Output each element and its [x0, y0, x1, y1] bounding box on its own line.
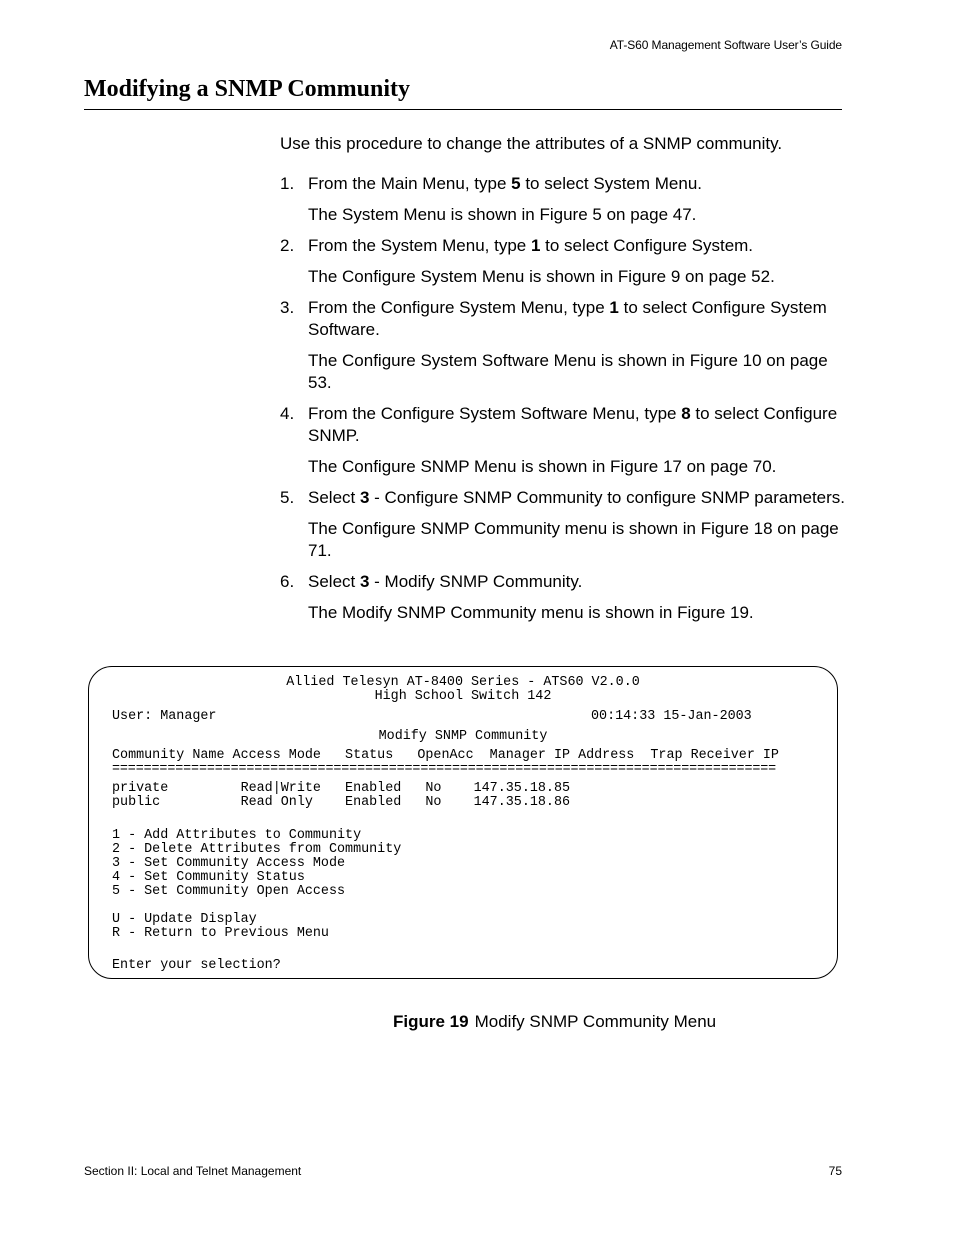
figure-label: Figure 19	[393, 1012, 469, 1031]
step-instruction: From the Main Menu, type 5 to select System Menu.	[308, 174, 703, 193]
step-instruction: From the Configure System Menu, type 1 to select Configure System Software.	[308, 298, 827, 339]
menu-option-update: U - Update Display	[112, 912, 257, 927]
header-guide-title: AT-S60 Management Software User’s Guide	[609, 38, 842, 52]
menu-option-add: 1 - Add Attributes to Community	[112, 828, 362, 843]
terminal-prompt: Enter your selection?	[112, 958, 281, 973]
terminal-separator: ====================================================================================	[112, 762, 777, 777]
step-number: 2.	[280, 236, 295, 255]
figure-title: Modify SNMP Community Menu	[474, 1012, 717, 1031]
menu-option-return: R - Return to Previous Menu	[112, 926, 329, 941]
step-4	[280, 403, 846, 478]
step-instruction: Select 3 - Configure SNMP Community to configure SNMP parameters.	[308, 488, 846, 507]
procedure-body	[280, 133, 846, 633]
step-result: The System Menu is shown in Figure 5 on page 47.	[308, 205, 697, 224]
step-result: The Modify SNMP Community menu is shown in Figure 19.	[308, 603, 754, 622]
footer-section: Section II: Local and Telnet Management	[84, 1164, 302, 1178]
menu-option-access-mode: 3 - Set Community Access Mode	[112, 856, 346, 871]
terminal-user: User: Manager	[112, 709, 217, 724]
step-result: The Configure System Menu is shown in Figure 9 on page 52.	[308, 267, 775, 286]
section-title: Modifying a SNMP Community	[84, 76, 411, 102]
menu-option-delete: 2 - Delete Attributes from Community	[112, 842, 402, 857]
step-1	[280, 173, 846, 226]
menu-option-status: 4 - Set Community Status	[112, 870, 305, 885]
terminal-screen	[88, 666, 838, 979]
step-number: 1.	[280, 174, 295, 193]
step-5	[280, 487, 846, 562]
step-number: 5.	[280, 488, 295, 507]
table-row: public Read Only Enabled No 147.35.18.86	[112, 795, 571, 810]
step-instruction: From the System Menu, type 1 to select Configure System.	[308, 236, 754, 255]
step-number: 6.	[280, 572, 295, 591]
step-result: The Configure System Software Menu is shown in Figure 10 on page 53.	[308, 351, 828, 392]
step-6	[280, 571, 846, 624]
table-row: private Read|Write Enabled No 147.35.18.85	[112, 781, 571, 796]
step-number: 3.	[280, 298, 295, 317]
step-2	[280, 235, 846, 288]
title-rule	[84, 109, 842, 110]
step-instruction: Select 3 - Modify SNMP Community.	[308, 572, 583, 591]
step-result: The Configure SNMP Menu is shown in Figure 17 on page 70.	[308, 457, 777, 476]
step-instruction: From the Configure System Software Menu, type 8 to select Configure SNMP.	[308, 404, 838, 445]
menu-option-open-access: 5 - Set Community Open Access	[112, 884, 346, 899]
terminal-datetime: 00:14:33 15-Jan-2003	[591, 709, 752, 724]
figure-caption	[393, 1012, 716, 1032]
terminal-switch-name: High School Switch 142	[374, 689, 552, 704]
step-number: 4.	[280, 404, 295, 423]
footer-page-number: 75	[828, 1164, 842, 1178]
step-3	[280, 297, 846, 394]
step-result: The Configure SNMP Community menu is shown in Figure 18 on page 71.	[308, 519, 839, 560]
terminal-product-line: Allied Telesyn AT-8400 Series - ATS60 V2.0.0	[286, 675, 640, 690]
intro-paragraph: Use this procedure to change the attributes of a SNMP community.	[280, 134, 783, 153]
terminal-menu-title: Modify SNMP Community	[378, 729, 548, 744]
terminal-table-header: Community Name Access Mode Status OpenAcc Manager IP Address Trap Receiver IP	[112, 748, 779, 763]
